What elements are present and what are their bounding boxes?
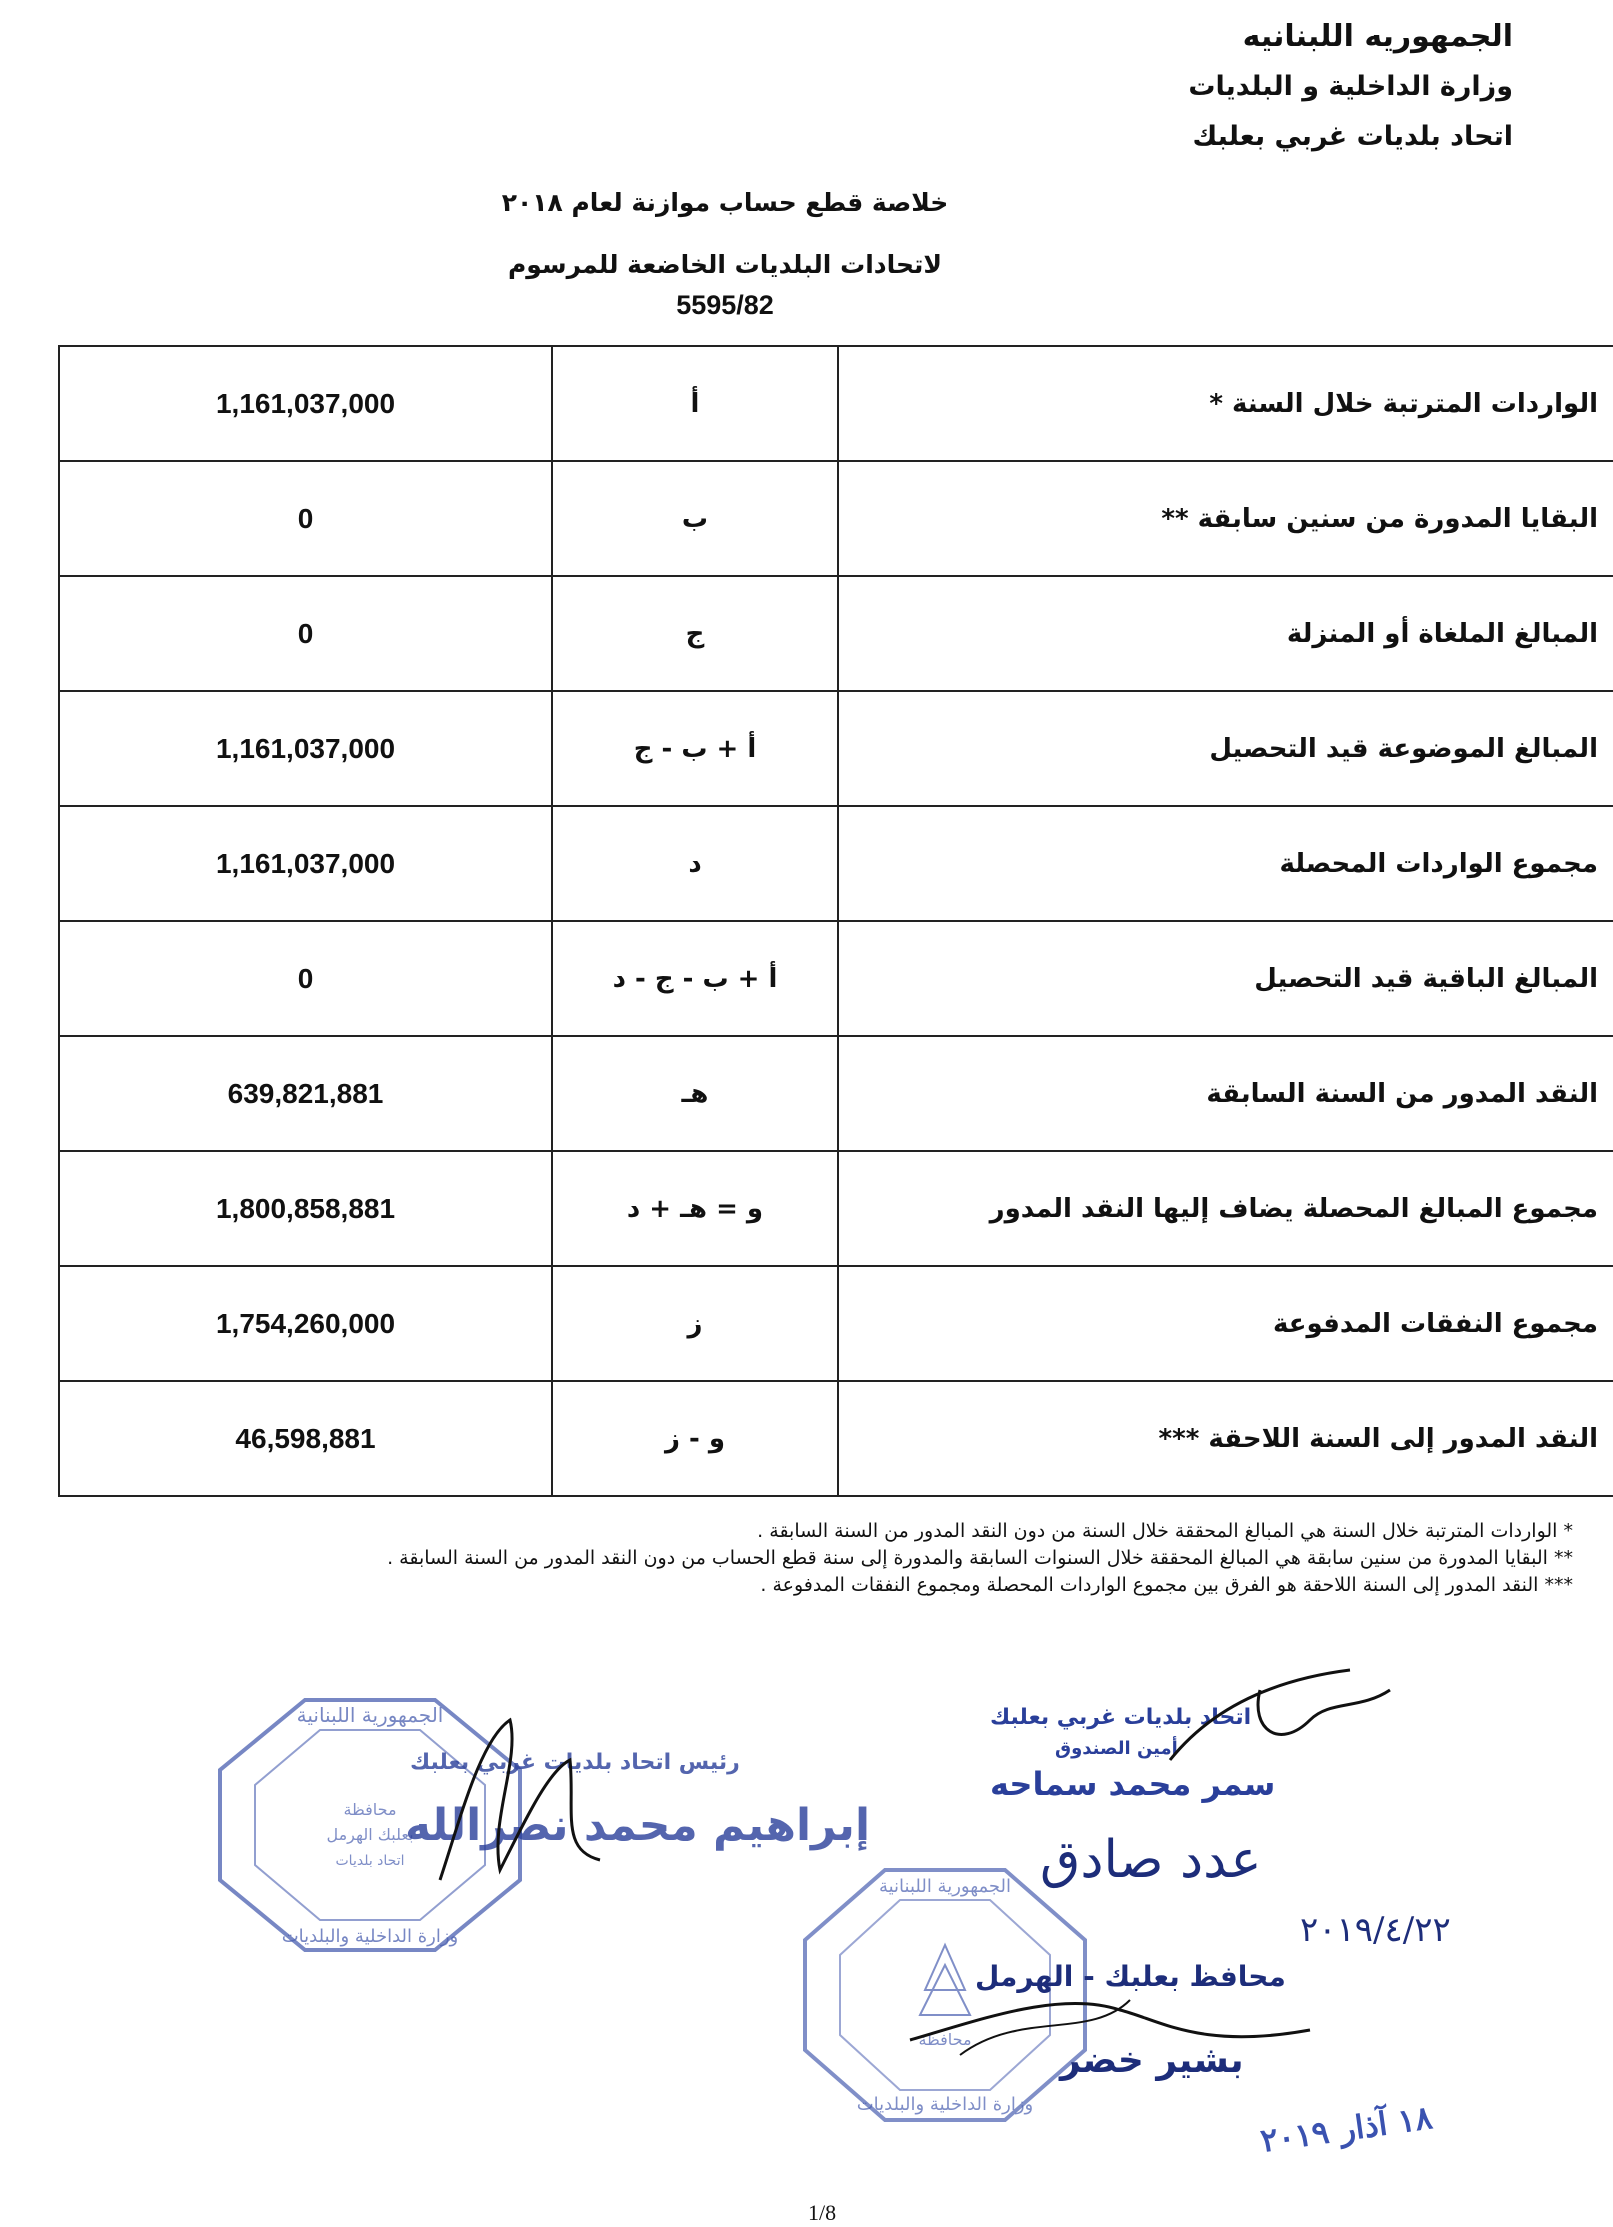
svg-text:الجمهورية اللبنانية: الجمهورية اللبنانية bbox=[296, 1703, 444, 1727]
svg-text:وزارة الداخلية والبلديات: وزارة الداخلية والبلديات bbox=[856, 2094, 1034, 2115]
row-formula: هـ bbox=[552, 1036, 838, 1151]
table-row bbox=[59, 1381, 1613, 1496]
row-label: مجموع المبالغ المحصلة يضاف إليها النقد المدور bbox=[838, 1151, 1613, 1266]
row-formula: د bbox=[552, 806, 838, 921]
header-ministry: وزارة الداخلية و البلديات bbox=[1188, 71, 1513, 102]
svg-text:الجمهورية اللبنانية: الجمهورية اللبنانية bbox=[878, 1876, 1012, 1897]
row-label: النقد المدور إلى السنة اللاحقة *** bbox=[838, 1381, 1613, 1496]
footnote: ** البقايا المدورة من سنين سابقة هي المبالغ المحققة خلال السنوات السابقة والمدورة إلى سنة قطع الحساب من دون النقد المدور من السنة السابقة . bbox=[387, 1547, 1573, 1569]
svg-text:وزارة الداخلية والبلديات: وزارة الداخلية والبلديات bbox=[281, 1926, 459, 1947]
footnote: * الواردات المترتبة خلال السنة هي المبالغ المحققة خلال السنة من دون النقد المدور من السنة السابقة . bbox=[757, 1520, 1573, 1542]
president-title: رئيس اتحاد بلديات غربي بعلبك bbox=[410, 1750, 740, 1775]
table-row bbox=[59, 691, 1613, 806]
row-value: 1,800,858,881 bbox=[59, 1151, 552, 1266]
row-formula: و - ز bbox=[552, 1381, 838, 1496]
table-row bbox=[59, 1036, 1613, 1151]
row-value: 1,161,037,000 bbox=[59, 806, 552, 921]
page-number: 1/8 bbox=[808, 2200, 837, 2225]
footnote: *** النقد المدور إلى السنة اللاحقة هو الفرق بين مجموع الواردات المحصلة ومجموع النفقات المدفوعة . bbox=[760, 1574, 1573, 1596]
row-formula: أ bbox=[552, 346, 838, 461]
president-name: إبراهيم محمد نصرالله bbox=[405, 1800, 871, 1851]
row-value: 0 bbox=[59, 576, 552, 691]
svg-text:بعلبك الهرمل: بعلبك الهرمل bbox=[326, 1825, 414, 1844]
table-row bbox=[59, 1266, 1613, 1381]
row-label: مجموع النفقات المدفوعة bbox=[838, 1266, 1613, 1381]
row-value: 46,598,881 bbox=[59, 1381, 552, 1496]
svg-text:اتحاد بلديات: اتحاد بلديات bbox=[335, 1853, 405, 1869]
row-label: المبالغ الباقية قيد التحصيل bbox=[838, 921, 1613, 1036]
row-label: النقد المدور من السنة السابقة bbox=[838, 1036, 1613, 1151]
row-label: المبالغ الموضوعة قيد التحصيل bbox=[838, 691, 1613, 806]
row-value: 0 bbox=[59, 921, 552, 1036]
handwritten-approval: عدد صادق bbox=[1040, 1830, 1262, 1890]
row-formula: و = هـ + د bbox=[552, 1151, 838, 1266]
document-subtitle: لاتحادات البلديات الخاضعة للمرسوم bbox=[507, 250, 943, 279]
document-title: خلاصة قطع حساب موازنة لعام ٢٠١٨ bbox=[501, 188, 949, 217]
header-republic: الجمهوريه اللبنانيه bbox=[1242, 19, 1513, 54]
row-value: 1,754,260,000 bbox=[59, 1266, 552, 1381]
footnotes bbox=[223, 1518, 1573, 1599]
decree-number: 5595/82 bbox=[676, 290, 774, 320]
row-formula: ب bbox=[552, 461, 838, 576]
document-header bbox=[1188, 12, 1513, 162]
table-row bbox=[59, 576, 1613, 691]
svg-text:محافظة: محافظة bbox=[343, 1800, 397, 1819]
row-label: مجموع الواردات المحصلة bbox=[838, 806, 1613, 921]
row-formula: أ + ب - ج bbox=[552, 691, 838, 806]
table-row bbox=[59, 806, 1613, 921]
president-signature-scribble bbox=[400, 1700, 640, 1890]
row-value: 639,821,881 bbox=[59, 1036, 552, 1151]
table-row bbox=[59, 461, 1613, 576]
table-row bbox=[59, 1151, 1613, 1266]
row-value: 1,161,037,000 bbox=[59, 691, 552, 806]
svg-text:محافظة: محافظة bbox=[918, 2030, 972, 2049]
row-value: 0 bbox=[59, 461, 552, 576]
date-stamp: ١٨ آذار ٢٠١٩ bbox=[1258, 2098, 1435, 2160]
row-label: المبالغ الملغاة أو المنزلة bbox=[838, 576, 1613, 691]
treasurer-org: اتحاد بلديات غربي بعلبك bbox=[990, 1705, 1252, 1730]
table-row bbox=[59, 346, 1613, 461]
treasurer-title: أمين الصندوق bbox=[1055, 1738, 1178, 1759]
treasurer-signature-scribble bbox=[1150, 1650, 1410, 1780]
treasurer-name: سمر محمد سماحه bbox=[990, 1765, 1276, 1803]
governor-title: محافظ بعلبك - الهرمل bbox=[975, 1960, 1286, 1993]
row-label: البقايا المدورة من سنين سابقة ** bbox=[838, 461, 1613, 576]
budget-summary-table bbox=[58, 345, 1613, 1497]
row-formula: ز bbox=[552, 1266, 838, 1381]
row-formula: ج bbox=[552, 576, 838, 691]
table-row bbox=[59, 921, 1613, 1036]
row-value: 1,161,037,000 bbox=[59, 346, 552, 461]
header-union: اتحاد بلديات غربي بعلبك bbox=[1192, 121, 1513, 152]
row-label: الواردات المترتبة خلال السنة * bbox=[838, 346, 1613, 461]
governor-name: بشير خضر bbox=[1060, 2040, 1244, 2081]
handwritten-date: ٢٠١٩/٤/٢٢ bbox=[1300, 1910, 1451, 1950]
row-formula: أ + ب - ج - د bbox=[552, 921, 838, 1036]
